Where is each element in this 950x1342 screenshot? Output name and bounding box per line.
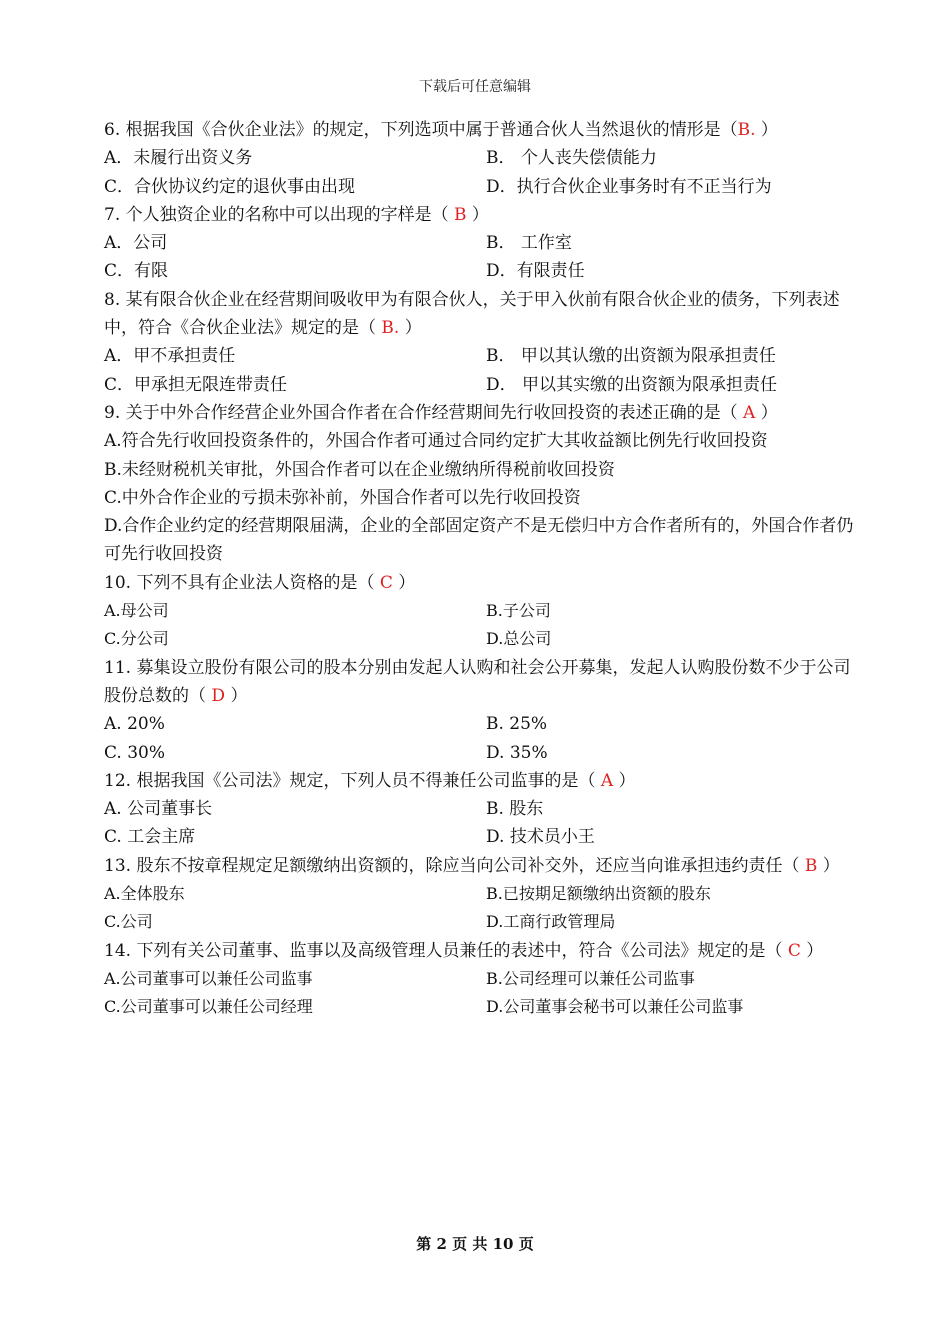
page-footer: 第 2 页 共 10 页 [416, 1235, 534, 1253]
question-text: 13. 股东不按章程规定足额缴纳出资额的，除应当向公司补交外，还应当向谁承担违约责任（ [104, 855, 805, 876]
answer-mark: B [454, 204, 467, 225]
question-text-end: ） [399, 318, 422, 339]
question-8 [104, 286, 864, 343]
options-6 [104, 144, 864, 201]
option-b: B． 个人丧失偿债能力 [486, 148, 657, 169]
option-c: C.公司董事可以兼任公司经理 [104, 997, 313, 1017]
option-a: A.公司董事可以兼任公司监事 [104, 968, 313, 988]
question-text-end: ） [613, 770, 636, 791]
question-text: 14. 下列有关公司董事、监事以及高级管理人员兼任的表述中，符合《公司法》规定的是（ [104, 940, 788, 961]
option-c: C.分公司 [104, 629, 169, 649]
option-a: A. 公司董事长 [104, 799, 213, 820]
question-text: 9. 关于中外合作经营企业外国合作者在合作经营期间先行收回投资的表述正确的是（ [104, 402, 744, 423]
option-b: B.已按期足额缴纳出资额的股东 [486, 884, 711, 904]
answer-mark: B [804, 855, 818, 876]
options-12 [104, 795, 864, 852]
option-d: D. 技术员小王 [486, 827, 595, 848]
question-12 [104, 767, 864, 795]
option-b: B． 甲以其认缴的出资额为限承担责任 [486, 346, 776, 367]
option-b: B.未经财税机关审批，外国合作者可以在企业缴纳所得税前收回投资 [104, 459, 615, 480]
question-text-end: ） [755, 402, 778, 423]
option-c: C．有限 [104, 261, 169, 282]
option-b: B. 股东 [486, 799, 544, 820]
options-10 [104, 597, 864, 654]
question-11 [104, 654, 864, 711]
options-11 [104, 710, 864, 767]
option-a: A. 20% [104, 714, 165, 735]
option-b: B. 25% [486, 714, 548, 735]
answer-mark: A [600, 770, 614, 791]
option-a: A．未履行出资义务 [104, 148, 253, 169]
option-c: C. 30% [104, 742, 165, 763]
answer-mark: B. [737, 120, 756, 140]
option-a: A.母公司 [104, 601, 169, 621]
option-b: B.子公司 [486, 601, 551, 621]
answer-mark: C [787, 940, 801, 961]
option-a: A.全体股东 [104, 884, 185, 904]
options-7 [104, 229, 864, 286]
options-8 [104, 342, 864, 399]
question-list [104, 116, 864, 1022]
option-c: C.中外合作企业的亏损未弥补前，外国合作者可以先行收回投资 [104, 487, 581, 508]
question-text-end: ） [466, 204, 489, 225]
answer-mark: D [211, 685, 226, 706]
option-a: A．甲不承担责任 [104, 346, 236, 367]
answer-mark: A [743, 402, 756, 423]
option-d: D. 35% [486, 742, 548, 763]
option-d: D.总公司 [486, 629, 552, 649]
option-a: A.符合先行收回投资条件的，外国合作者可通过合同约定扩大其收益额比例先行收回投资 [104, 431, 768, 452]
question-text-end: ） [817, 855, 840, 876]
option-c: C．甲承担无限连带责任 [104, 374, 288, 395]
question-13 [104, 852, 864, 880]
option-c: C．合伙协议约定的退伙事由出现 [104, 176, 356, 197]
option-d: D． 甲以其实缴的出资额为限承担责任 [486, 374, 778, 395]
question-text-end: ） [755, 120, 778, 140]
options-13 [104, 880, 864, 937]
question-text-end: ） [800, 940, 824, 961]
option-d: D．有限责任 [486, 261, 585, 282]
option-b: B.公司经理可以兼任公司监事 [486, 968, 695, 988]
option-d: D.工商行政管理局 [486, 912, 616, 932]
question-text: 6. 根据我国《合伙企业法》的规定，下列选项中属于普通合伙人当然退伙的情形是（ [104, 120, 738, 140]
option-a: A．公司 [104, 233, 168, 254]
question-text: 10. 下列不具有企业法人资格的是（ [104, 572, 380, 593]
question-text: 7. 个人独资企业的名称中可以出现的字样是（ [104, 204, 455, 225]
option-c: C. 工会主席 [104, 827, 196, 848]
question-10 [104, 569, 864, 597]
question-14 [104, 937, 864, 965]
question-6 [104, 116, 864, 144]
option-c: C.公司 [104, 912, 153, 932]
question-9 [104, 399, 864, 427]
option-d: D.合作企业约定的经营期限届满，企业的全部固定资产不是无偿归中方合作者所有的，外国合作者仍可先行收回投资 [104, 516, 854, 565]
answer-mark: C [379, 572, 393, 593]
question-text: 12. 根据我国《公司法》规定，下列人员不得兼任公司监事的是（ [104, 770, 601, 791]
question-7 [104, 201, 864, 229]
question-text: 11. 募集设立股份有限公司的股本分别由发起人认购和社会公开募集，发起人认购股份数不少于公司股份总数的（ [104, 657, 851, 706]
question-text-end: ） [225, 685, 248, 706]
page-header: 下载后可任意编辑 [419, 79, 531, 95]
question-text-end: ） [392, 572, 416, 593]
option-d: D．执行合伙企业事务时有不正当行为 [486, 176, 772, 197]
option-d: D.公司董事会秘书可以兼任公司监事 [486, 997, 744, 1017]
answer-mark: B. [381, 318, 400, 339]
question-text: 8. 某有限合伙企业在经营期间吸收甲为有限合伙人，关于甲入伙前有限合伙企业的债务，下列表述中，符合《合伙企业法》规定的是（ [104, 289, 840, 339]
option-b: B． 工作室 [486, 233, 572, 254]
options-14 [104, 965, 864, 1022]
